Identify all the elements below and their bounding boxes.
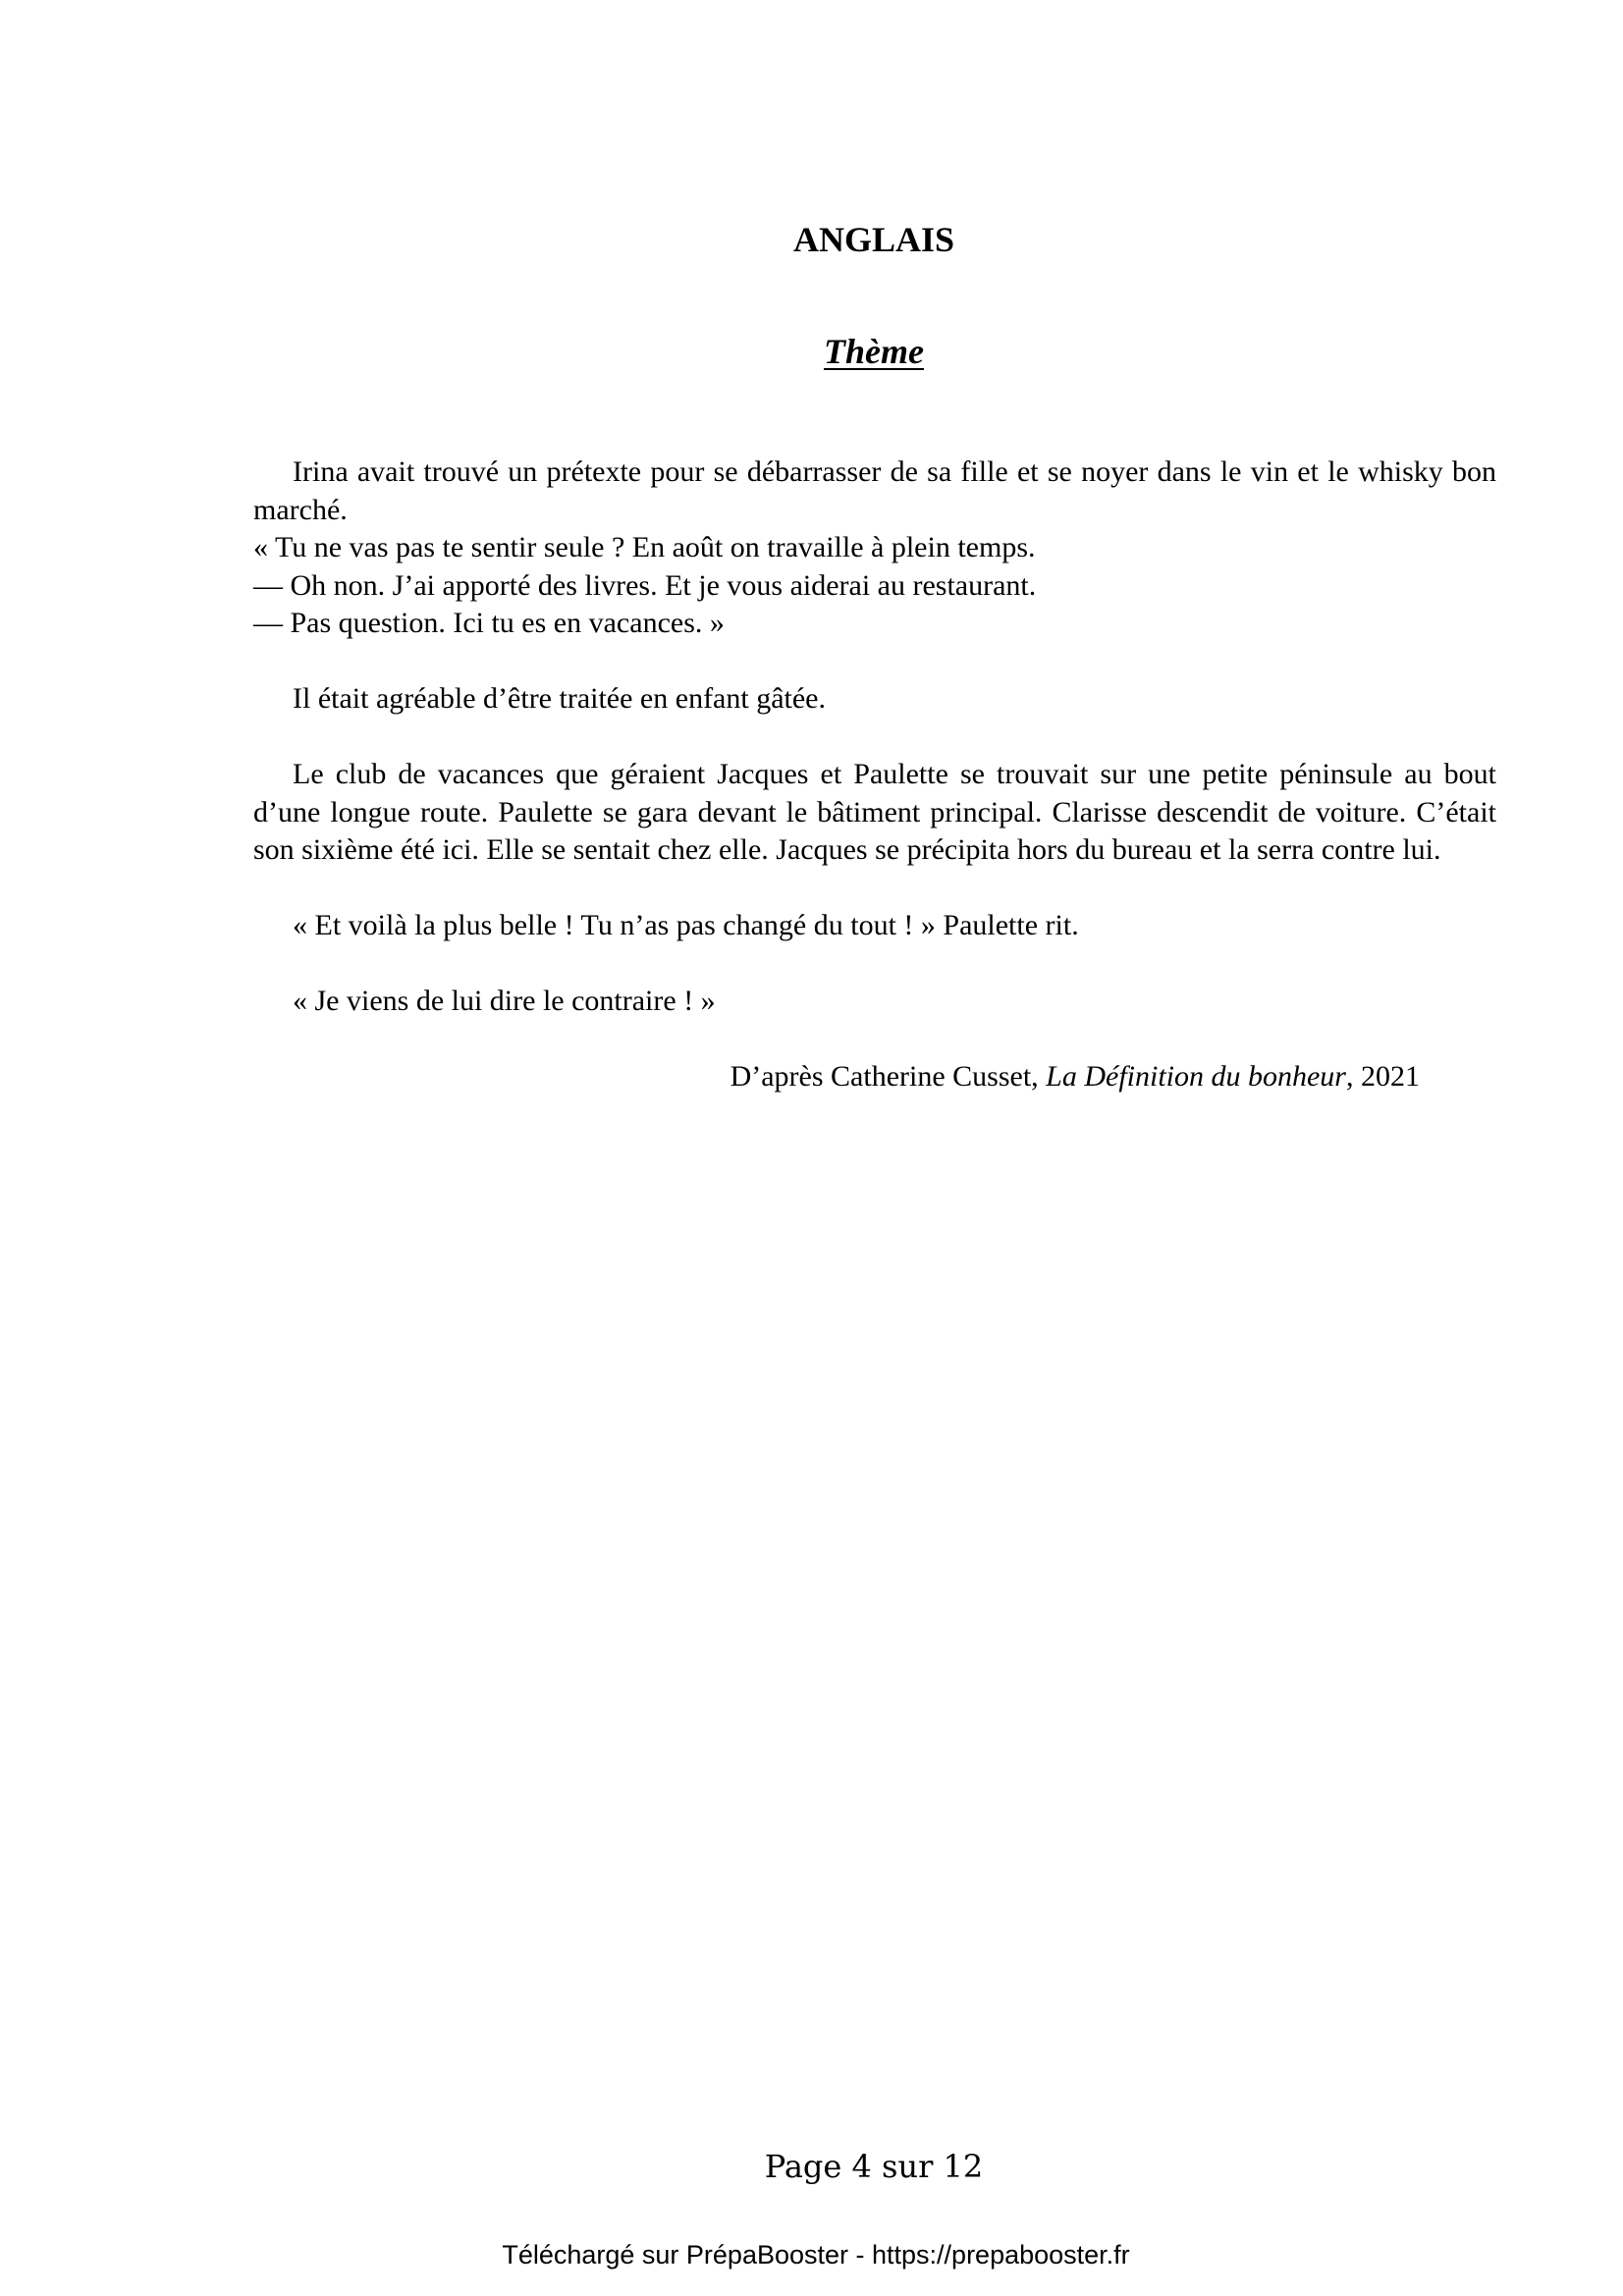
paragraph-2: Il était agréable d’être traitée en enfant gâtée.	[293, 682, 826, 715]
paragraph-5: « Je viens de lui dire le contraire ! »	[293, 985, 716, 1017]
dialogue-line-1: « Tu ne vas pas te sentir seule ? En août on travaille à plein temps.	[253, 531, 1036, 563]
source-prefix: D’après Catherine Cusset,	[730, 1060, 1047, 1093]
download-footer: Téléchargé sur PrépaBooster - https://prepabooster.fr	[502, 2240, 1130, 2269]
source-citation	[253, 1058, 1496, 1096]
page-title: ANGLAIS	[792, 220, 955, 259]
paragraph-1: Irina avait trouvé un prétexte pour se débarrasser de sa fille et se noyer dans le vin et le whisky bon marché.	[253, 455, 1496, 526]
source-suffix: , 2021	[1346, 1060, 1420, 1093]
page-number: Page 4 sur 12	[764, 2148, 984, 2185]
section-title: Thème	[824, 332, 924, 371]
paragraph-4: « Et voilà la plus belle ! Tu n’as pas changé du tout ! » Paulette rit.	[293, 909, 1079, 941]
source-work-title: La Définition du bonheur	[1046, 1060, 1346, 1093]
dialogue-line-3: — Pas question. Ici tu es en vacances. »	[253, 607, 725, 639]
dialogue-line-2: — Oh non. J’ai apporté des livres. Et je vous aiderai au restaurant.	[253, 568, 1037, 602]
theme-text	[253, 454, 1496, 1096]
paragraph-3: Le club de vacances que géraient Jacques et Paulette se trouvait sur une petite péninsule au bout d’une longue route. Paulette se gara devant le bâtiment principal. Clarisse descendit de voiture. C’était son sixième été ici. Elle se sentait chez elle. Jacques se précipita hors du bureau et la serra contre lui.	[253, 758, 1496, 866]
